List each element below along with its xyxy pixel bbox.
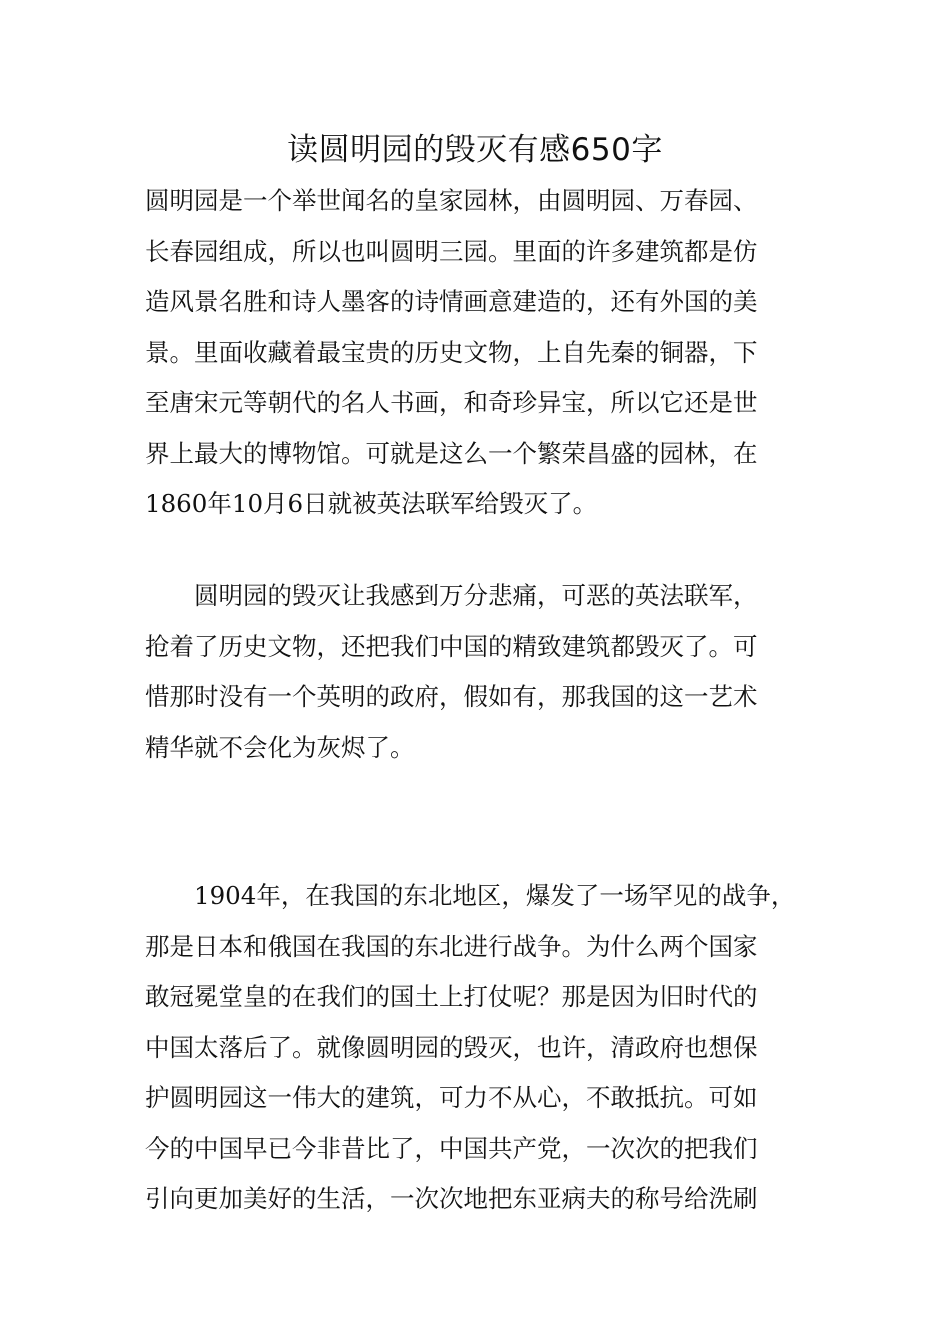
text-line: 界上最大的博物馆。可就是这么一个繁荣昌盛的园林，在 (145, 438, 758, 468)
text-line: 今的中国早已今非昔比了，中国共产党，一次次的把我们 (145, 1133, 758, 1163)
text-line: 精华就不会化为灰烬了。 (145, 732, 415, 762)
text-line: 那是日本和俄国在我国的东北进行战争。为什么两个国家 (145, 931, 758, 961)
text-line: 长春园组成，所以也叫圆明三园。里面的许多建筑都是仿 (145, 236, 758, 266)
paragraph-1 (145, 176, 825, 530)
text-line: 引向更加美好的生活，一次次地把东亚病夫的称号给洗刷 (145, 1184, 758, 1213)
text-line: 护圆明园这一伟大的建筑，可力不从心，不敢抵抗。可如 (145, 1083, 758, 1112)
document-title: 读圆明园的毁灭有感650字 (287, 132, 663, 168)
text-line: 1860年10月6日就被英法联军给毁灭了。 (145, 489, 598, 518)
text-line: 1904年，在我国的东北地区，爆发了一场罕见的战争， (145, 881, 796, 910)
paragraph-3 (145, 871, 825, 1225)
text-line: 至唐宋元等朝代的名人书画，和奇珍异宝，所以它还是世 (145, 388, 758, 417)
text-line: 敢冠冕堂皇的在我们的国土上打仗呢？那是因为旧时代的 (145, 982, 758, 1011)
paragraph-2 (145, 571, 825, 773)
text-line: 景。里面收藏着最宝贵的历史文物，上自先秦的铜器，下 (145, 337, 758, 367)
text-line: 圆明园的毁灭让我感到万分悲痛，可恶的英法联军， (145, 581, 758, 610)
text-line: 中国太落后了。就像圆明园的毁灭，也许，清政府也想保 (145, 1032, 758, 1062)
text-line: 抢着了历史文物，还把我们中国的精致建筑都毁灭了。可 (145, 631, 758, 661)
text-line: 惜那时没有一个英明的政府，假如有，那我国的这一艺术 (145, 682, 758, 711)
text-line: 圆明园是一个举世闻名的皇家园林，由圆明园、万春园、 (145, 186, 758, 215)
text-line: 造风景名胜和诗人墨客的诗情画意建造的，还有外国的美 (145, 287, 758, 316)
